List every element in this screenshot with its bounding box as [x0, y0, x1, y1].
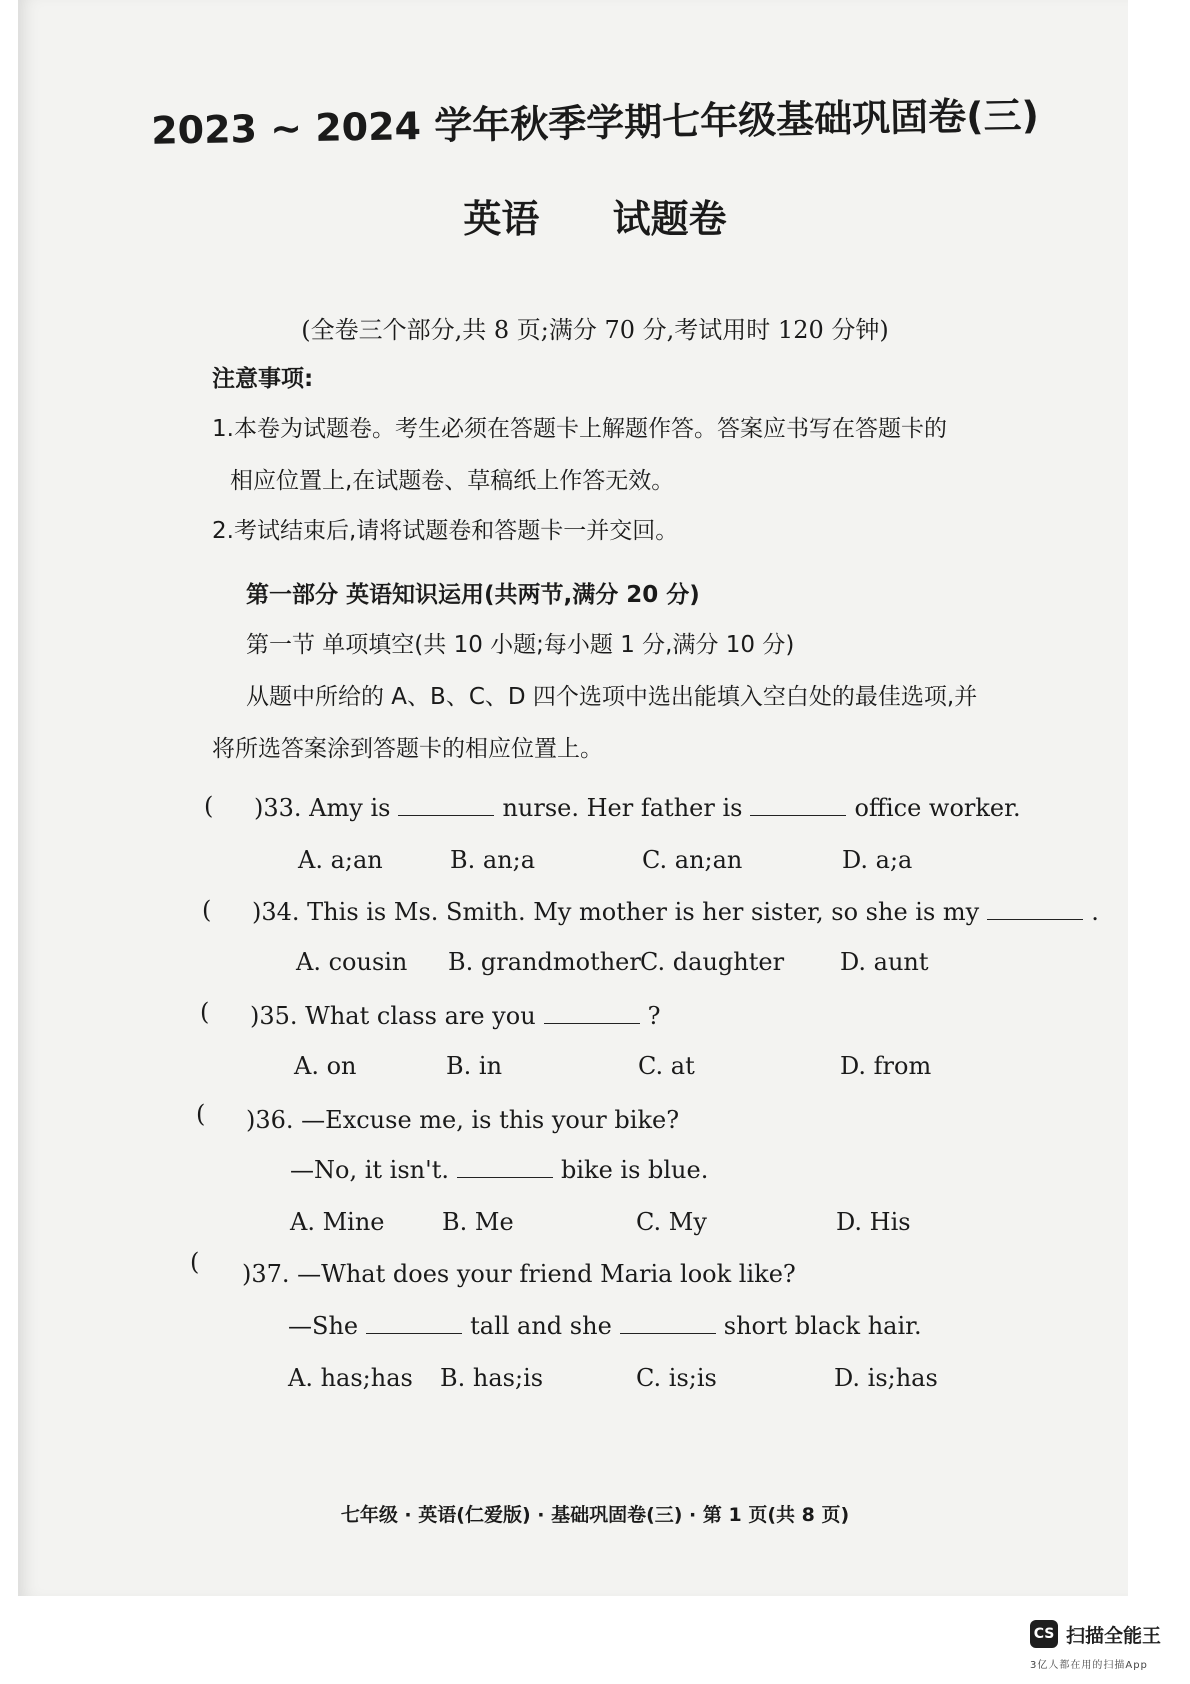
- answer-blank: [457, 1157, 553, 1178]
- question-35: [250, 1002, 661, 1030]
- answer-blank: [987, 899, 1083, 920]
- option-a: A. a;an: [298, 846, 383, 874]
- answer-paren: (: [202, 896, 212, 924]
- brand-name: 扫描全能王: [1066, 1624, 1162, 1647]
- question-text: office worker.: [854, 794, 1021, 822]
- camscanner-logo-icon: CS: [1030, 1620, 1058, 1648]
- answer-paren: (: [200, 998, 210, 1026]
- answer-blank: [620, 1313, 716, 1334]
- notice-item-2: 2.考试结束后,请将试题卷和答题卡一并交回。: [212, 518, 679, 544]
- question-36: [246, 1106, 679, 1134]
- option-c: C. daughter: [640, 948, 785, 976]
- option-b: B. Me: [442, 1208, 514, 1236]
- notice-item-1-cont: 相应位置上,在试题卷、草稿纸上作答无效。: [230, 468, 675, 494]
- question-number: )34.: [252, 898, 300, 926]
- option-a: A. cousin: [296, 948, 408, 976]
- option-d: D. aunt: [840, 948, 929, 976]
- notice-heading: 注意事项:: [212, 366, 314, 392]
- question-text: nurse. Her father is: [502, 794, 743, 822]
- question-text: —Excuse me, is this your bike?: [301, 1106, 680, 1134]
- notice-item-1: 1.本卷为试题卷。考生必须在答题卡上解题作答。答案应书写在答题卡的: [212, 416, 947, 442]
- question-34: [252, 898, 1099, 926]
- option-b: B. has;is: [440, 1364, 544, 1392]
- answer-paren: (: [204, 792, 214, 820]
- question-text: short black hair.: [723, 1312, 922, 1340]
- instructions-line-2: 将所选答案涂到答题卡的相应位置上。: [212, 736, 603, 762]
- scanner-watermark: [1030, 1620, 1161, 1648]
- instructions-line-1: 从题中所给的 A、B、C、D 四个选项中选出能填入空白处的最佳选项,并: [246, 684, 978, 710]
- question-text: —No, it isn't.: [290, 1156, 449, 1184]
- question-37-reply: [288, 1312, 922, 1340]
- exam-info: (全卷三个部分,共 8 页;满分 70 分,考试用时 120 分钟): [301, 316, 889, 344]
- question-36-reply: [290, 1156, 708, 1184]
- section-title: 第一节 单项填空(共 10 小题;每小题 1 分,满分 10 分): [246, 632, 795, 658]
- option-b: B. grandmother: [448, 948, 641, 976]
- option-a: A. has;has: [288, 1364, 413, 1392]
- question-number: )36.: [246, 1106, 294, 1134]
- answer-blank: [750, 795, 846, 816]
- answer-paren: (: [196, 1100, 206, 1128]
- option-d: D. is;has: [834, 1364, 938, 1392]
- option-c: C. is;is: [636, 1364, 717, 1392]
- option-c: C. an;an: [642, 846, 743, 874]
- page-footer: 七年级 · 英语(仁爱版) · 基础巩固卷(三) · 第 1 页(共 8 页): [340, 1504, 850, 1526]
- option-c: C. at: [638, 1052, 695, 1080]
- answer-blank: [366, 1313, 462, 1334]
- exam-title: 2023 ~ 2024 学年秋季学期七年级基础巩固卷(三): [150, 93, 1040, 153]
- option-d: D. from: [840, 1052, 932, 1080]
- question-text: —She: [288, 1312, 359, 1340]
- option-a: A. Mine: [290, 1208, 385, 1236]
- option-c: C. My: [636, 1208, 707, 1236]
- brand-tagline: 3亿人都在用的扫描App: [1030, 1660, 1148, 1671]
- part-title: 第一部分 英语知识运用(共两节,满分 20 分): [246, 582, 700, 608]
- question-text: tall and she: [470, 1312, 612, 1340]
- question-number: )33.: [254, 794, 302, 822]
- question-text: Amy is: [309, 794, 391, 822]
- option-a: A. on: [294, 1052, 357, 1080]
- answer-blank: [398, 795, 494, 816]
- question-37: [242, 1260, 796, 1288]
- option-b: B. an;a: [450, 846, 536, 874]
- question-text: This is Ms. Smith. My mother is her sister, so she is my: [307, 898, 980, 926]
- question-text: What class are you: [305, 1002, 536, 1030]
- question-text: .: [1091, 898, 1099, 926]
- question-text: —What does your friend Maria look like?: [297, 1260, 796, 1288]
- exam-subtitle: 英语 试题卷: [463, 197, 727, 241]
- question-number: )35.: [250, 1002, 298, 1030]
- option-d: D. a;a: [842, 846, 913, 874]
- answer-paren: (: [190, 1248, 200, 1276]
- question-text: ?: [647, 1002, 661, 1030]
- answer-blank: [544, 1003, 640, 1024]
- question-33: [254, 794, 1021, 822]
- question-text: bike is blue.: [560, 1156, 709, 1184]
- option-b: B. in: [446, 1052, 503, 1080]
- option-d: D. His: [836, 1208, 911, 1236]
- question-number: )37.: [242, 1260, 290, 1288]
